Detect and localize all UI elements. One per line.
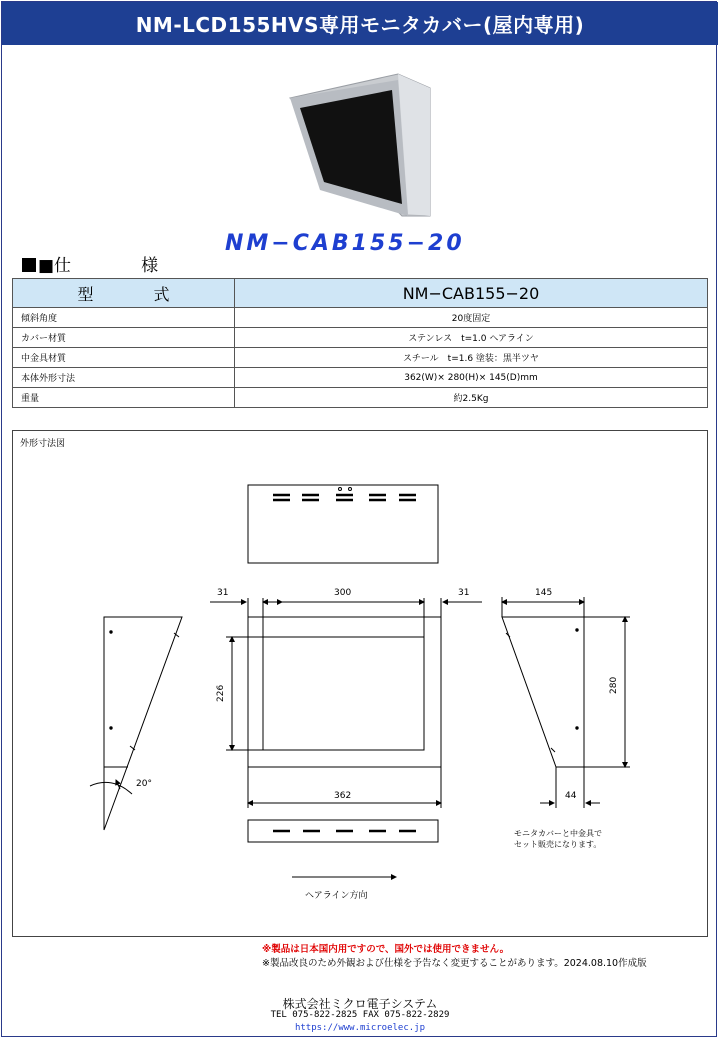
- dim-44: 44: [565, 791, 577, 801]
- dim-31-right: 31: [458, 588, 470, 598]
- dim-145: 145: [535, 588, 553, 598]
- domestic-use-warning: ※製品は日本国内用ですので、国外では使用できません。: [262, 944, 510, 955]
- dim-280: 280: [609, 676, 619, 694]
- left-side-view: [104, 617, 182, 830]
- dim-362: 362: [334, 791, 352, 801]
- dim-31-left: 31: [217, 588, 229, 598]
- hairline-direction-label: ヘアライン方向: [305, 891, 368, 901]
- company-url-link[interactable]: https://www.microelec.jp: [294, 1023, 426, 1033]
- top-view-outline: [248, 485, 438, 563]
- page-title: NM-LCD155HVS専用モニタカバー(屋内専用): [2, 2, 718, 45]
- spec-row: 重量 約2.5Kg: [13, 388, 708, 408]
- dim-angle: 20°: [136, 779, 152, 789]
- spec-header-key: 型式: [13, 279, 235, 308]
- set-sale-note: モニタカバーと中金具で セット販売になります。: [514, 829, 602, 849]
- model-name-large: NM−CAB155−20: [225, 231, 465, 256]
- spec-row: 中金具材質 スチール t=1.6 塗装：黒半ツヤ: [13, 348, 708, 368]
- dim-226: 226: [216, 684, 226, 702]
- spec-row: 傾斜角度 20度固定: [13, 308, 708, 328]
- company-name: 株式会社ミクロ電子システム: [282, 997, 438, 1011]
- dim-300: 300: [334, 588, 352, 598]
- front-view-outline: [248, 617, 441, 767]
- contact-info: TEL 075-822-2825 FAX 075-822-2829: [270, 1010, 450, 1020]
- dimension-drawing-label: 外形寸法図: [20, 439, 66, 449]
- spec-row: 本体外形寸法 362(W)× 280(H)× 145(D)mm: [13, 368, 708, 388]
- spec-row: カバー材質 ステンレス t=1.0 ヘアライン: [13, 328, 708, 348]
- spec-change-notice: ※製品改良のため外観および仕様を予告なく変更することがあります。2024.08.10作成版: [262, 958, 647, 969]
- spec-heading: ■仕 様: [22, 251, 158, 276]
- spec-header-value: NM−CAB155−20: [235, 279, 708, 308]
- right-side-view: [502, 617, 584, 767]
